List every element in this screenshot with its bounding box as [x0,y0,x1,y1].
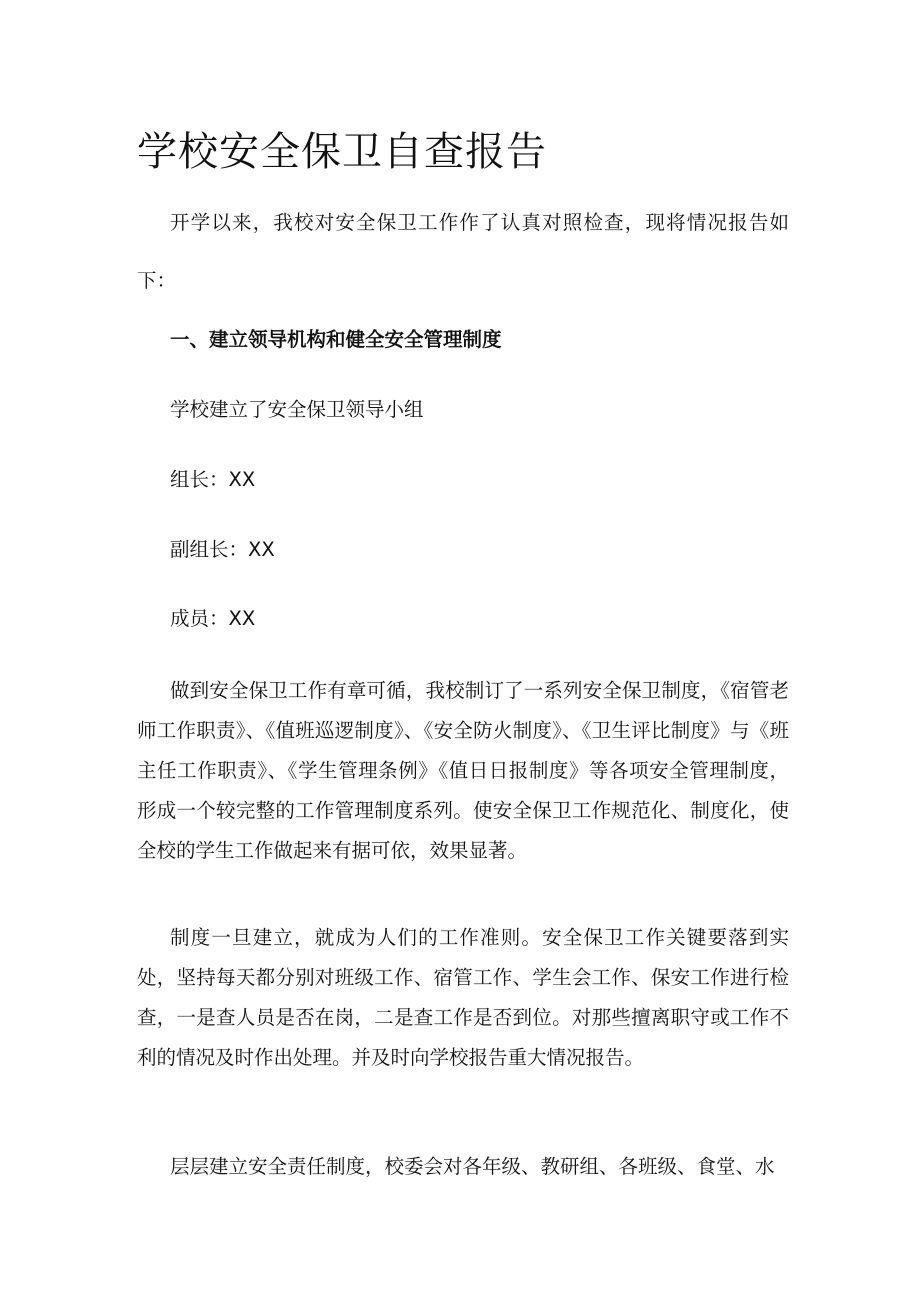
document-title: 学校安全保卫自查报告 [137,129,547,175]
rules-paragraph: 做到安全保卫工作有章可循，我校制订了一系列安全保卫制度，《宿管老师工作职责》、《值班巡逻制度》、《安全防火制度》、《卫生评比制度》与《班主任工作职责》、《学生管理条例》《值日日报制度》等各项安全管理制度，形成一个较完整的工作管理制度系列。使安全保卫工作规范化、制度化，使全校的学生工作做起来有据可依，效果显著。 [137,679,789,862]
execution-paragraph: 制度一旦建立，就成为人们的工作准则。安全保卫工作关键要落到实处，坚持每天都分别对班级工作、宿管工作、学生会工作、保安工作进行检查，一是查人员是否在岗，二是查工作是否到位。对那些擅离职守或工作不利的情况及时作出处理。并及时向学校报告重大情况报告。 [137,926,789,1069]
deputy-leader-line: 副组长：XX [170,538,275,561]
responsibility-paragraph: 层层建立安全责任制度，校委会对各年级、教研组、各班级、食堂、水 [170,1155,775,1178]
intro-paragraph: 开学以来，我校对安全保卫工作作了认真对照检查，现将情况报告如下： [137,211,789,292]
group-leader-line: 组长：XX [170,468,256,491]
section-heading: 一、建立领导机构和健全安全管理制度 [170,328,502,351]
leadership-group-line: 学校建立了安全保卫领导小组 [170,398,424,421]
members-line: 成员：XX [170,607,256,630]
